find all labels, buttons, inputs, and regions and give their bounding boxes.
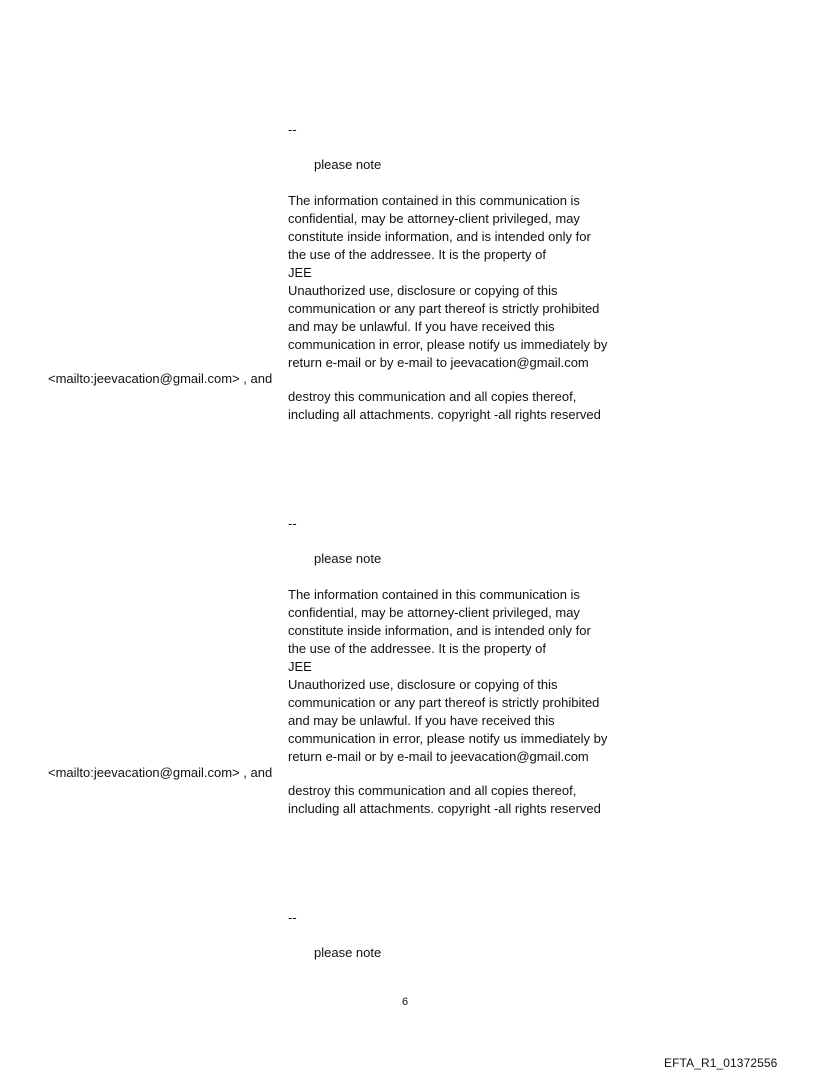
document-id: EFTA_R1_01372556 [664, 1056, 778, 1070]
mailto-link[interactable]: <mailto:jeevacation@gmail.com> , and [48, 371, 273, 386]
please-note-heading: please note [314, 551, 382, 566]
disclaimer-line: and may be unlawful. If you have received this [288, 713, 555, 728]
closing-line: including all attachments. copyright -all rights reserved [288, 407, 601, 422]
disclaimer-closing [288, 782, 601, 818]
disclaimer-line: Unauthorized use, disclosure or copying of this [288, 677, 558, 692]
closing-line: including all attachments. copyright -all rights reserved [288, 801, 601, 816]
separator-dashes: -- [288, 910, 297, 925]
disclaimer-line: The information contained in this communication is [288, 587, 580, 602]
disclaimer-line: JEE [288, 265, 312, 280]
separator-dashes: -- [288, 122, 297, 137]
disclaimer-line: communication in error, please notify us immediately by [288, 731, 608, 746]
disclaimer-line: JEE [288, 659, 312, 674]
disclaimer-line: constitute inside information, and is intended only for [288, 623, 591, 638]
disclaimer-line: communication or any part thereof is strictly prohibited [288, 695, 600, 710]
disclaimer-body [288, 192, 607, 372]
disclaimer-body [288, 586, 607, 766]
disclaimer-line: constitute inside information, and is intended only for [288, 229, 591, 244]
disclaimer-line: communication in error, please notify us immediately by [288, 337, 608, 352]
disclaimer-line: Unauthorized use, disclosure or copying of this [288, 283, 558, 298]
disclaimer-line: communication or any part thereof is strictly prohibited [288, 301, 600, 316]
page-number: 6 [402, 996, 409, 1008]
closing-line: destroy this communication and all copies thereof, [288, 389, 577, 404]
please-note-heading: please note [314, 157, 382, 172]
disclaimer-line: return e-mail or by e-mail to jeevacation@gmail.com [288, 749, 589, 764]
disclaimer-closing [288, 388, 601, 424]
please-note-heading: please note [314, 945, 382, 960]
disclaimer-line: and may be unlawful. If you have received this [288, 319, 555, 334]
disclaimer-line: the use of the addressee. It is the property of [288, 641, 546, 656]
disclaimer-line: return e-mail or by e-mail to jeevacation@gmail.com [288, 355, 589, 370]
disclaimer-line: confidential, may be attorney-client privileged, may [288, 211, 580, 226]
mailto-link[interactable]: <mailto:jeevacation@gmail.com> , and [48, 765, 273, 780]
disclaimer-line: The information contained in this communication is [288, 193, 580, 208]
separator-dashes: -- [288, 516, 297, 531]
closing-line: destroy this communication and all copies thereof, [288, 783, 577, 798]
disclaimer-line: confidential, may be attorney-client privileged, may [288, 605, 580, 620]
disclaimer-line: the use of the addressee. It is the property of [288, 247, 546, 262]
